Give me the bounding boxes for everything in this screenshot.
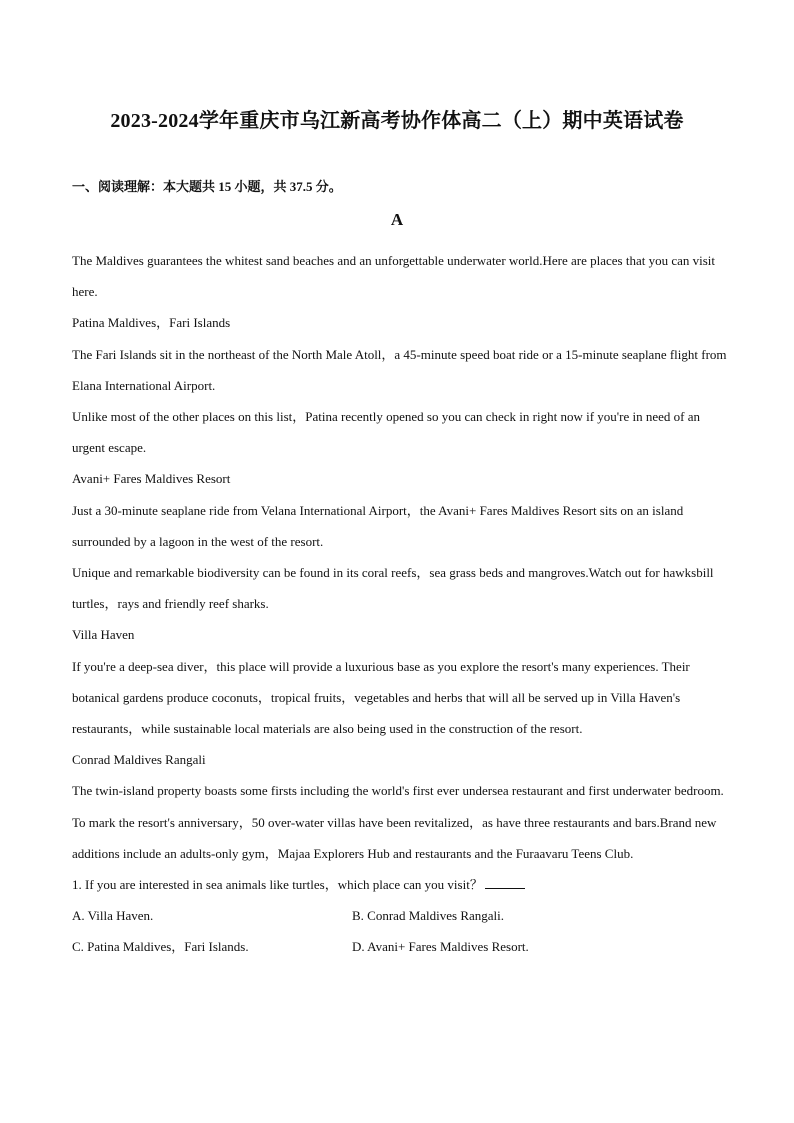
passage-paragraph: To mark the resort's anniversary，50 over-water villas have been revitalized，as have three restaurants and bars.Brand new additions include an adults-only gym，Majaa Explorers Hub and restaurants and the Furaavaru Teens Club. bbox=[72, 814, 717, 861]
passage-label: A bbox=[390, 210, 404, 229]
passage-paragraph: Unique and remarkable biodiversity can be found in its coral reefs，sea grass beds and mangroves.Watch out for hawksbill turtles，rays and friendly reef sharks. bbox=[72, 565, 714, 612]
passage-paragraph: The Maldives guarantees the whitest sand beaches and an unforgettable underwater world.Here are places that you can visit here. bbox=[72, 253, 716, 300]
passage-paragraph: The twin-island property boasts some firsts including the world's first ever undersea restaurant and first underwater bedroom. bbox=[72, 783, 724, 799]
option-d: D. Avani+ Fares Maldives Resort. bbox=[352, 939, 529, 955]
option-a: A. Villa Haven. bbox=[72, 908, 154, 924]
options-row-1 bbox=[72, 900, 732, 931]
question-stem: 1. If you are interested in sea animals like turtles，which place can you visit？ bbox=[72, 877, 483, 893]
passage-paragraph: If you're a deep-sea diver，this place will provide a luxurious base as you explore the resort's many experiences. Their botanical gardens produce coconuts，tropical fruits，vegetables and herbs that will all be served up in Villa Haven's restaurants，while sustainable local materials are also being used in the construction of the resort. bbox=[72, 658, 690, 737]
passage-paragraph: The Fari Islands sit in the northeast of the North Male Atoll，a 45-minute speed boat ride or a 15-minute seaplane flight from Elana International Airport. bbox=[72, 346, 727, 393]
option-c: C. Patina Maldives，Fari Islands. bbox=[72, 939, 249, 955]
resort-heading: Avani+ Fares Maldives Resort bbox=[72, 471, 231, 487]
section-heading: 一、阅读理解：本大题共 15 小题，共 37.5 分。 bbox=[72, 179, 342, 194]
resort-heading: Villa Haven bbox=[72, 627, 135, 643]
question-1 bbox=[72, 869, 732, 900]
options-row-2 bbox=[72, 931, 732, 962]
exam-title: 2023-2024学年重庆市乌江新高考协作体高二（上）期中英语试卷 bbox=[110, 110, 684, 132]
answer-blank bbox=[485, 876, 525, 889]
resort-heading: Patina Maldives，Fari Islands bbox=[72, 315, 231, 331]
passage-paragraph: Just a 30-minute seaplane ride from Velana International Airport，the Avani+ Fares Maldives Resort sits on an island surrounded by a lagoon in the west of the resort. bbox=[72, 502, 684, 549]
option-b: B. Conrad Maldives Rangali. bbox=[352, 908, 505, 924]
passage-paragraph: Unlike most of the other places on this list，Patina recently opened so you can check in right now if you're in need of an urgent escape. bbox=[72, 409, 700, 456]
resort-heading: Conrad Maldives Rangali bbox=[72, 752, 206, 768]
passage-body bbox=[72, 245, 732, 963]
